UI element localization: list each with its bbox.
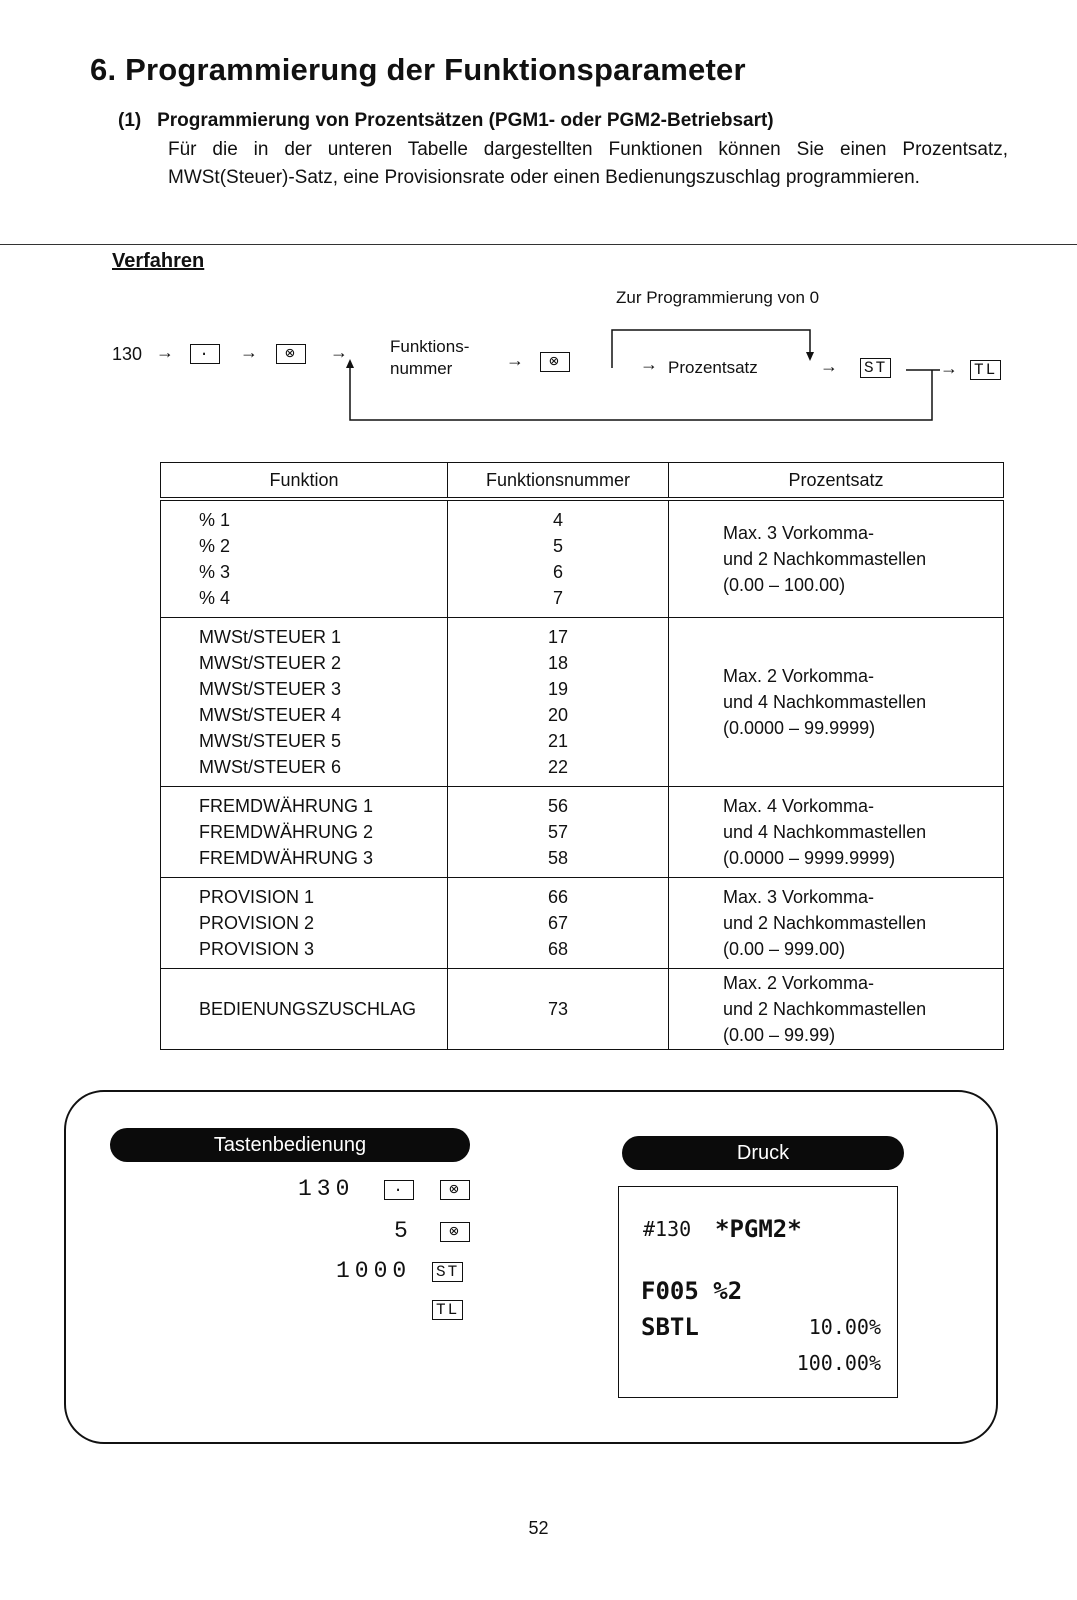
number-cell [448, 878, 669, 969]
print-title: Druck [622, 1136, 904, 1170]
receipt-function: F005 %2 [641, 1277, 743, 1305]
function-name: PROVISION 1 [199, 887, 315, 907]
st-to-tl-line [0, 0, 1077, 440]
range-cell [669, 878, 1004, 969]
arrow: → [640, 354, 658, 374]
header-percentage: Prozentsatz [669, 463, 1004, 500]
range-line: und 2 Nachkommastellen [723, 549, 927, 569]
function-number: 20 [547, 705, 569, 725]
multiply-key: ⊗ [440, 1180, 470, 1200]
range-line: (0.00 – 99.99) [723, 1025, 836, 1045]
receipt-sbtl-label: SBTL [641, 1313, 699, 1341]
function-name: % 2 [199, 536, 231, 556]
dot-key: · [190, 344, 220, 364]
function-cell [161, 499, 448, 618]
number-cell [448, 969, 669, 1050]
function-number: 22 [547, 757, 569, 777]
range-line: und 4 Nachkommastellen [723, 822, 927, 842]
key-sequence-digits: 5 [394, 1218, 413, 1244]
start-code: 130 [112, 344, 143, 364]
function-number: 4 [552, 510, 563, 530]
table-row [161, 787, 1004, 878]
function-name: % 1 [199, 510, 231, 530]
range-cell [669, 618, 1004, 787]
arrow: → [156, 342, 174, 362]
receipt-code: #130 [643, 1217, 692, 1241]
function-number: 6 [552, 562, 563, 582]
function-name: % 3 [199, 562, 231, 582]
number-cell [448, 499, 669, 618]
key-sequence-digits: 130 [298, 1176, 355, 1202]
range-cell [669, 787, 1004, 878]
key-sequence-digits: 1000 [336, 1258, 412, 1284]
function-label-line-2: nummer [390, 359, 453, 378]
subsection-number: (1) [118, 110, 142, 131]
range-line: Max. 2 Vorkomma- [723, 666, 875, 686]
function-table [160, 462, 1004, 1050]
table-row [161, 618, 1004, 787]
header-function-number: Funktionsnummer [448, 463, 669, 500]
function-name: PROVISION 2 [199, 913, 315, 933]
table-row [161, 969, 1004, 1050]
arrow: → [940, 358, 958, 378]
st-key: ST [432, 1262, 463, 1282]
tl-key: TL [432, 1300, 463, 1320]
table-row [161, 878, 1004, 969]
page-number: 52 [528, 1518, 549, 1538]
function-name: MWSt/STEUER 6 [199, 757, 342, 777]
multiply-key: ⊗ [540, 352, 570, 372]
function-label-line-1: Funktions- [390, 337, 470, 356]
function-cell [161, 618, 448, 787]
multiply-key: ⊗ [276, 344, 306, 364]
function-number: 19 [547, 679, 569, 699]
table-header-row [161, 463, 1004, 500]
function-name: MWSt/STEUER 5 [199, 731, 342, 751]
number-cell [448, 618, 669, 787]
function-name: % 4 [199, 588, 231, 608]
function-number: 73 [547, 999, 569, 1019]
function-number: 18 [547, 653, 569, 673]
function-name: FREMDWÄHRUNG 1 [199, 796, 373, 816]
dot-key: · [384, 1180, 414, 1200]
receipt-printout [618, 1186, 898, 1398]
range-line: (0.0000 – 99.9999) [723, 718, 876, 738]
multiply-key: ⊗ [440, 1222, 470, 1242]
arrow: → [240, 342, 258, 362]
function-name: PROVISION 3 [199, 939, 315, 959]
range-line: Max. 2 Vorkomma- [723, 973, 875, 993]
function-number: 21 [547, 731, 569, 751]
function-number: 57 [547, 822, 569, 842]
header-function: Funktion [161, 463, 448, 500]
function-number: 67 [547, 913, 569, 933]
function-number: 58 [547, 848, 569, 868]
range-line: Max. 3 Vorkomma- [723, 523, 875, 543]
range-cell [669, 499, 1004, 618]
function-number: 7 [552, 588, 563, 608]
range-line: und 4 Nachkommastellen [723, 692, 927, 712]
number-cell [448, 787, 669, 878]
st-key: ST [860, 358, 891, 378]
range-line: (0.0000 – 9999.9999) [723, 848, 896, 868]
range-cell [669, 969, 1004, 1050]
function-name: MWSt/STEUER 4 [199, 705, 342, 725]
receipt-value: 100.00% [796, 1351, 881, 1375]
subsection-title: Programmierung von Prozentsätzen (PGM1- oder PGM2-Betriebsart) [157, 110, 774, 131]
zero-programming-note: Zur Programmierung von 0 [616, 288, 820, 307]
receipt-value: 10.00% [808, 1315, 881, 1339]
range-line: und 2 Nachkommastellen [723, 913, 927, 933]
table-row [161, 499, 1004, 618]
function-cell [161, 969, 448, 1050]
function-number: 17 [547, 627, 569, 647]
range-line: und 2 Nachkommastellen [723, 999, 927, 1019]
arrow: → [820, 356, 838, 376]
arrow: → [330, 342, 348, 362]
range-line: Max. 3 Vorkomma- [723, 887, 875, 907]
procedure-heading: Verfahren [112, 250, 205, 272]
receipt-mode: *PGM2* [715, 1215, 802, 1243]
function-cell [161, 787, 448, 878]
intro-paragraph: Für die in der unteren Tabelle dargestellten Funktionen können Sie einen Prozentsatz, MWSt(Steuer)-Satz, eine Provisionsrate oder einen Bedienungszuschlag programmieren. [168, 139, 1008, 188]
function-name: MWSt/STEUER 1 [199, 627, 342, 647]
function-cell [161, 878, 448, 969]
tl-key: TL [970, 360, 1001, 380]
range-line: (0.00 – 999.00) [723, 939, 846, 959]
function-name: BEDIENUNGSZUSCHLAG [199, 999, 417, 1019]
function-number: 68 [547, 939, 569, 959]
range-line: (0.00 – 100.00) [723, 575, 846, 595]
arrow: → [506, 350, 524, 370]
function-number: 5 [552, 536, 563, 556]
function-name: MWSt/STEUER 3 [199, 679, 342, 699]
function-name: MWSt/STEUER 2 [199, 653, 342, 673]
function-number: 56 [547, 796, 569, 816]
key-operation-title: Tastenbedienung [110, 1128, 470, 1162]
function-name: FREMDWÄHRUNG 2 [199, 822, 373, 842]
range-line: Max. 4 Vorkomma- [723, 796, 875, 816]
section-title: 6. Programmierung der Funktionsparameter [90, 52, 746, 87]
function-name: FREMDWÄHRUNG 3 [199, 848, 373, 868]
percent-label: Prozentsatz [668, 358, 758, 377]
function-number: 66 [547, 887, 569, 907]
